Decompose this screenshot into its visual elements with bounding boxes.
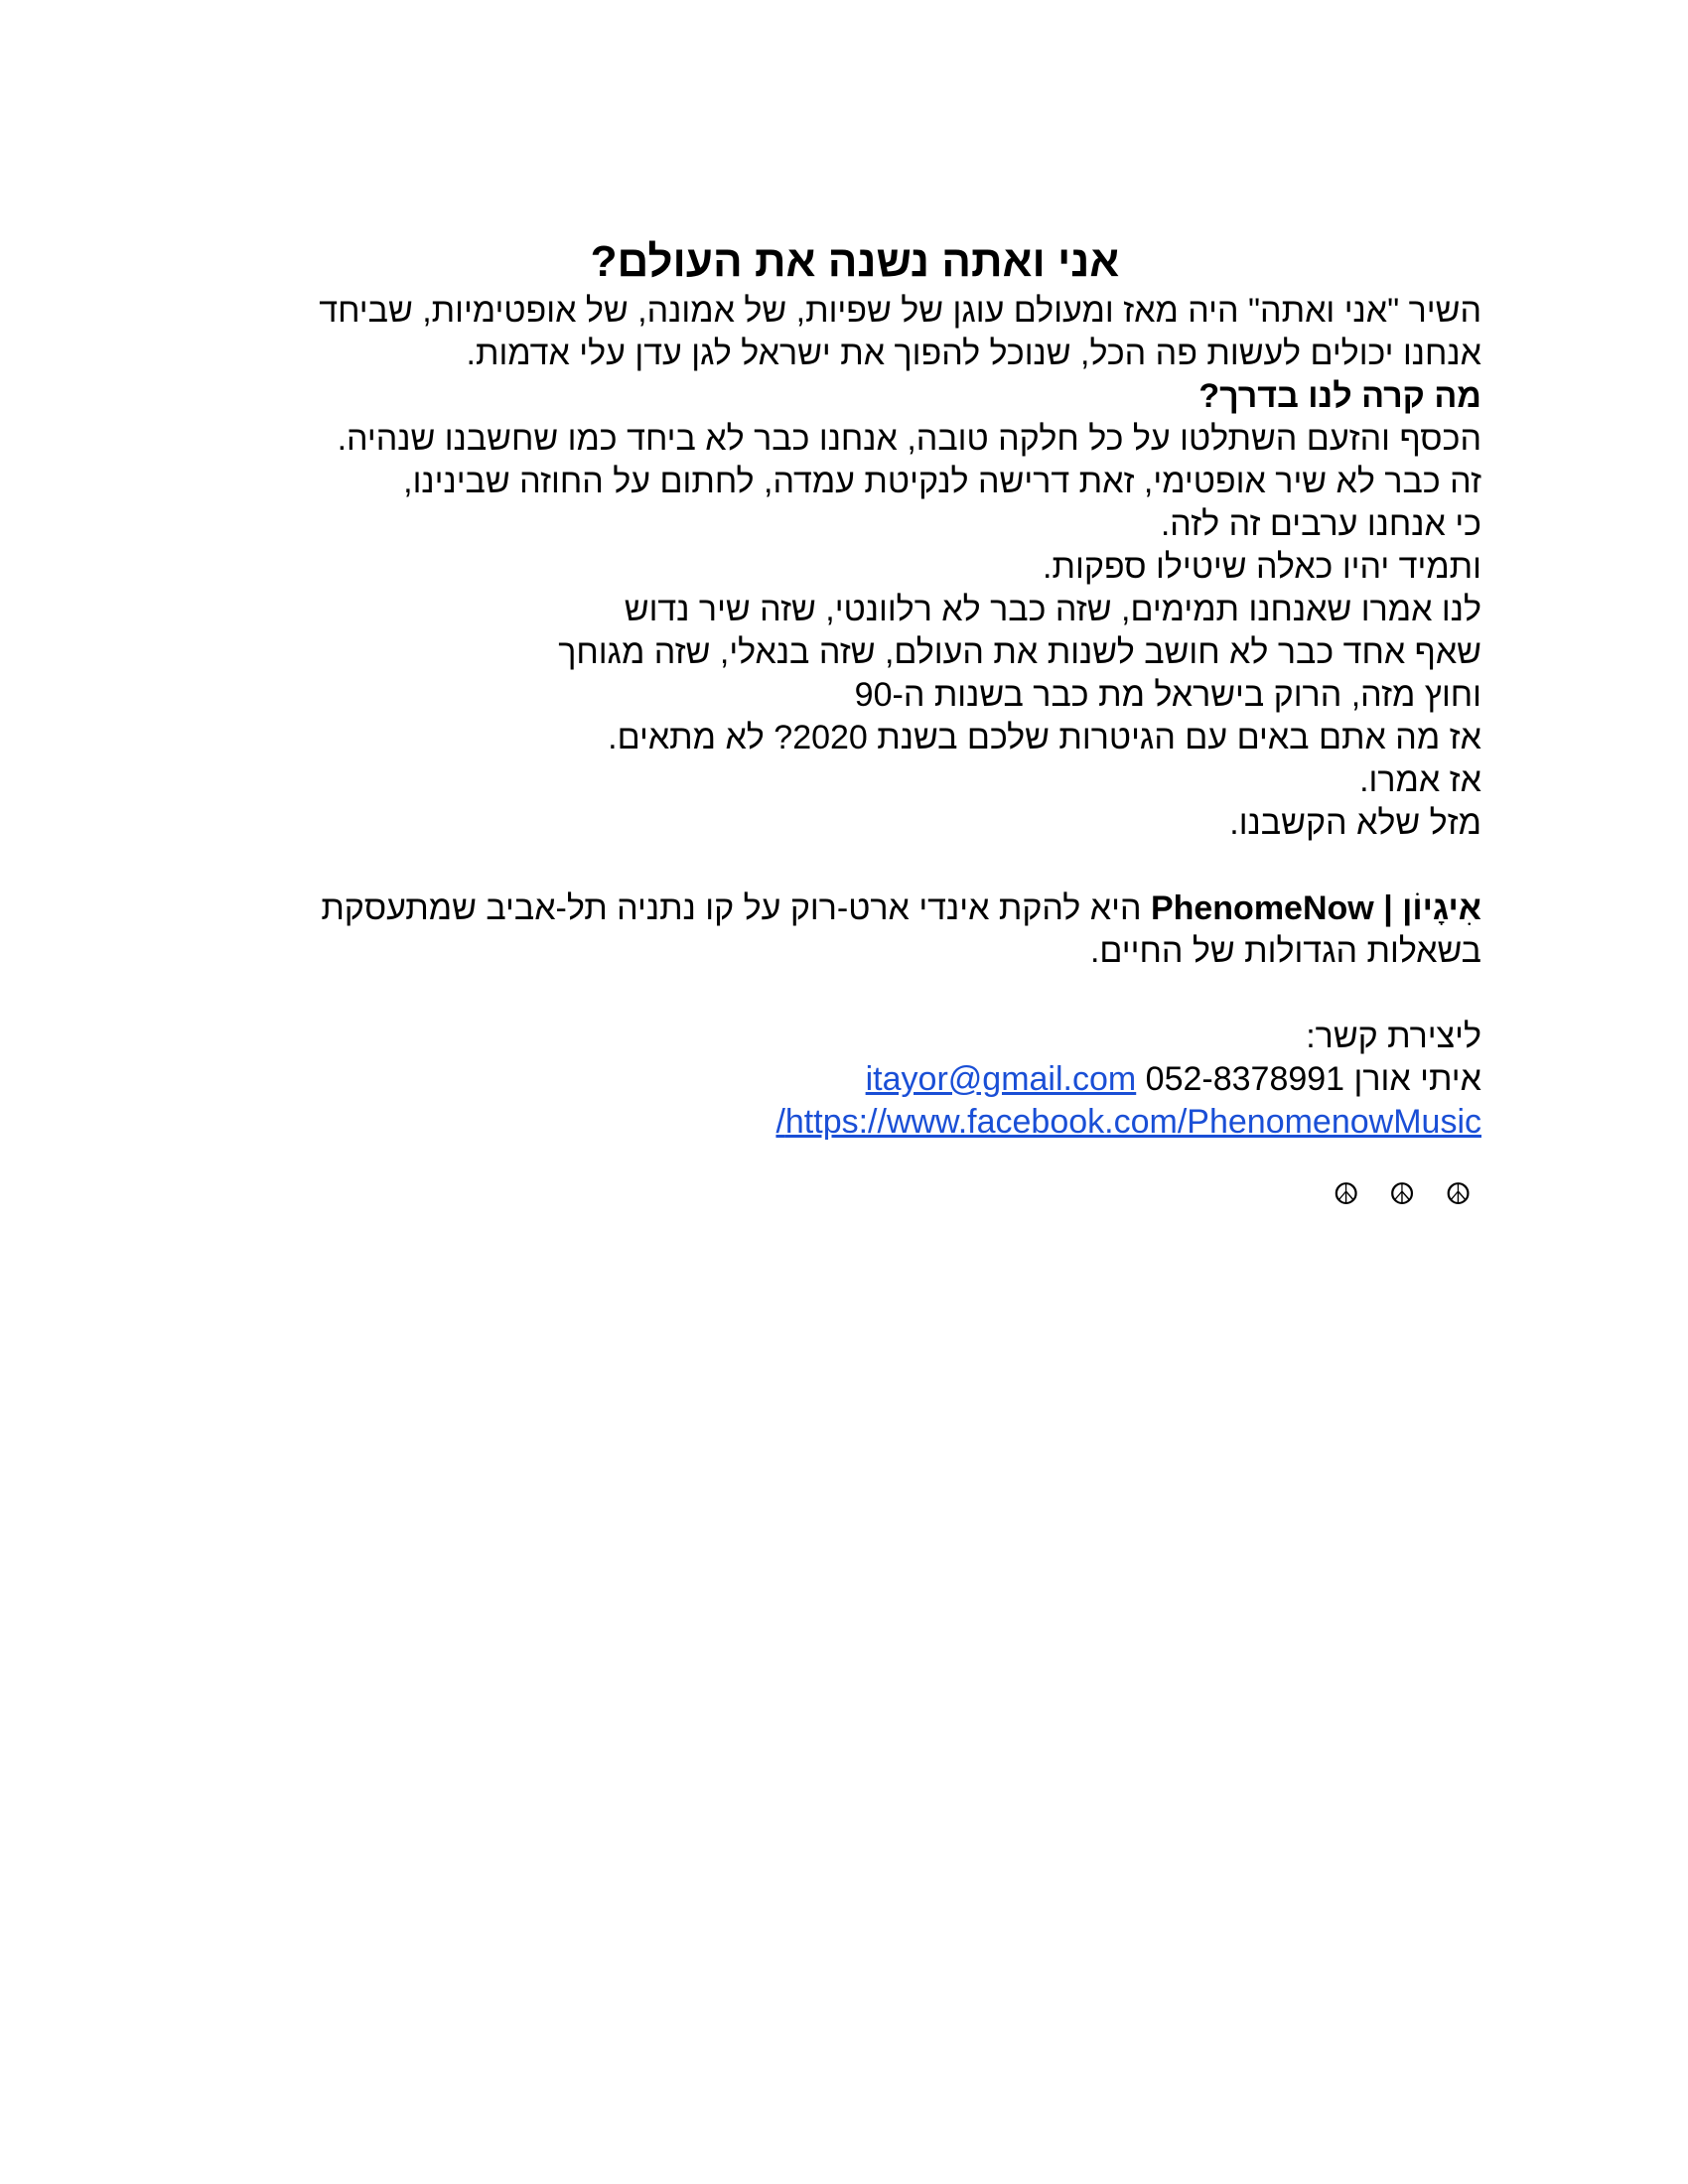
body-line: כי אנחנו ערבים זה לזה. <box>1160 505 1481 543</box>
intro-line: אנחנו יכולים לעשות פה הכל, שנוכל להפוך את ישראל לגן עדן עלי אדמות. <box>466 335 1481 372</box>
body-line: אז אמרו. <box>1359 761 1481 799</box>
peace-icon: ☮ ☮ ☮ <box>1333 1177 1481 1212</box>
spacer <box>228 973 1481 1016</box>
body-line: שאף אחד כבר לא חושב לשנות את העולם, שזה בנאלי, שזה מגוחך <box>558 633 1481 671</box>
facebook-line <box>228 1101 1481 1144</box>
contact-line <box>228 1058 1481 1101</box>
body-line: מזל שלא הקשבנו. <box>1229 804 1481 842</box>
band-description-line <box>228 887 1481 930</box>
band-name: אִיגָיוֹן | PhenomeNow <box>1150 889 1481 927</box>
body-line: זה כבר לא שיר אופטימי, זאת דרישה לנקיטת עמדה, לחתום על החוזה שבינינו, <box>403 463 1481 500</box>
band-description: היא להקת אינדי ארט-רוק על קו נתניה תל-אביב שמתעסקת <box>321 889 1151 927</box>
body-line: וחוץ מזה, הרוק בישראל מת כבר בשנות ה-90 <box>854 676 1481 714</box>
spacer <box>228 845 1481 887</box>
band-description-line: בשאלות הגדולות של החיים. <box>1089 932 1481 970</box>
body-line: אז מה אתם באים עם הגיטרות שלכם בשנת 2020? לא מתאים. <box>608 719 1481 756</box>
document-body <box>228 234 1481 1216</box>
subheading: מה קרה לנו בדרך? <box>1198 377 1481 415</box>
body-line: לנו אמרו שאנחנו תמימים, שזה כבר לא רלוונטי, שזה שיר נדוש <box>624 591 1481 628</box>
page-title: אני ואתה נשנה את העולם? <box>590 237 1120 286</box>
intro-line: השיר "אני ואתה" היה מאז ומעולם עוגן של שפיות, של אמונה, של אופטימיות, שביחד <box>319 292 1481 330</box>
email-link[interactable]: itayor@gmail.com <box>865 1060 1137 1098</box>
body-line: ותמיד יהיו כאלה שיטילו ספקות. <box>1043 548 1481 586</box>
facebook-link[interactable]: https://www.facebook.com/PhenomenowMusic/ <box>775 1103 1481 1141</box>
contact-label: ליצירת קשר: <box>1306 1018 1481 1055</box>
body-line: הכסף והזעם השתלטו על כל חלקה טובה, אנחנו כבר לא ביחד כמו שחשבנו שנהיה. <box>337 420 1481 458</box>
contact-name-phone: איתי אורן 052-8378991 <box>1136 1060 1481 1098</box>
spacer <box>228 1144 1481 1173</box>
